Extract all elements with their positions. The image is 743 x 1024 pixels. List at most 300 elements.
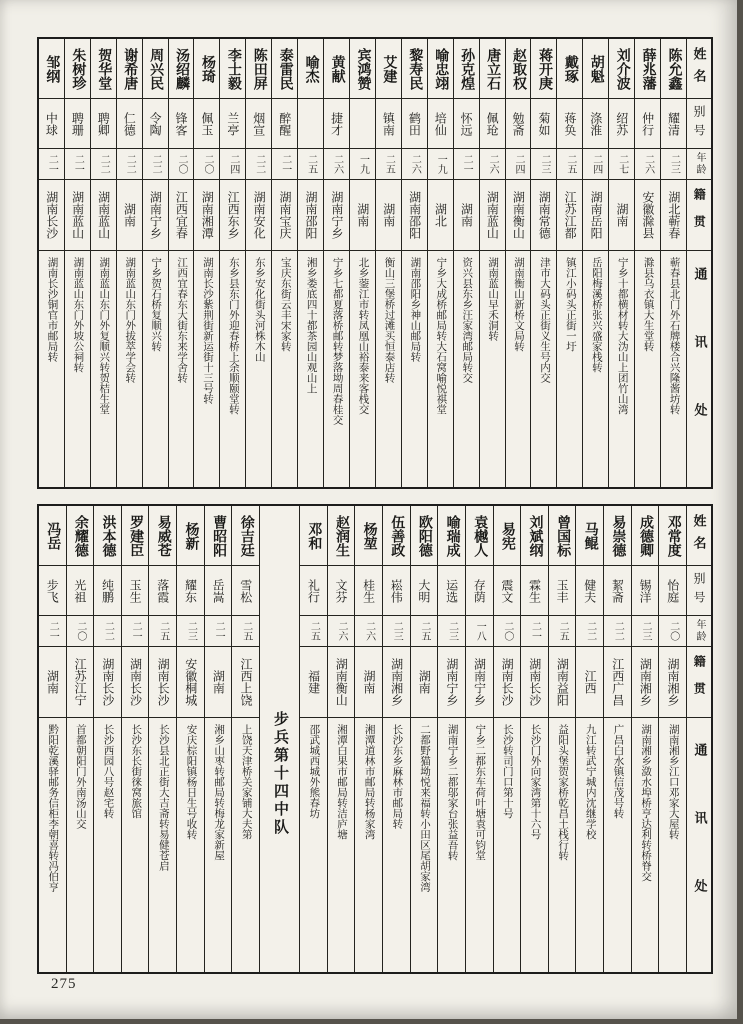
directory-entry-column — [658, 506, 686, 972]
header-label-native: 籍贯 — [687, 647, 711, 718]
entry-age: 二〇 — [67, 616, 94, 647]
directory-entry-column — [323, 39, 349, 487]
entry-age: 二三 — [531, 149, 556, 180]
entry-alias: 鹤田 — [402, 99, 427, 149]
entry-native-place: 湖南长沙 — [494, 647, 521, 718]
entry-age: 二一 — [521, 616, 548, 647]
entry-name: 曾国标 — [549, 506, 576, 566]
entry-age: 二一 — [39, 616, 66, 647]
entry-name: 刘斌纲 — [521, 506, 548, 566]
entry-name: 宾鸿赞 — [350, 39, 375, 99]
entry-name: 成德卿 — [632, 506, 659, 566]
entry-name: 罗建臣 — [122, 506, 149, 566]
directory-entry-column — [493, 506, 521, 972]
directory-entry-column — [176, 506, 204, 972]
entry-alias: 震文 — [494, 566, 521, 616]
entry-address: 镇江小码头正街一圩 — [564, 257, 576, 352]
entry-alias — [298, 99, 323, 149]
entry-address: 湖南蓝山早禾洞转 — [487, 257, 499, 341]
directory-entry-column — [520, 506, 548, 972]
entry-age: 二二 — [246, 149, 271, 180]
entry-address: 湘潭白果市邮局转洁庐塘 — [336, 724, 348, 840]
directory-entry-column — [299, 506, 327, 972]
entry-alias: 兰亭 — [220, 99, 245, 149]
entry-name: 朱树珍 — [65, 39, 90, 99]
entry-age: 二五 — [232, 616, 259, 647]
entry-alias: 令陶 — [143, 99, 168, 149]
directory-entry-column — [193, 39, 219, 487]
entry-age: 二二 — [576, 616, 603, 647]
directory-entry-column — [603, 506, 631, 972]
directory-entry-column — [608, 39, 634, 487]
directory-entry-column — [219, 39, 245, 487]
entry-alias: 存荫 — [466, 566, 493, 616]
entry-native-place: 湖南宝庆 — [272, 180, 297, 251]
entry-name: 喻瑞成 — [438, 506, 465, 566]
section-divider-label: 步兵第十四中队 — [272, 711, 289, 837]
entry-address: 长沙门外向家湾第十六号 — [529, 724, 541, 840]
entry-native-place: 湖南蓝山 — [91, 180, 116, 251]
entry-address: 蕲春县北门外石牌楼合兴隆酱坊转 — [668, 257, 680, 415]
entry-name: 周兴民 — [143, 39, 168, 99]
entry-alias: 耀清 — [661, 99, 686, 149]
entry-address: 湖南蓝山东门外坡公祠转 — [72, 257, 84, 373]
entry-age: 二三 — [438, 616, 465, 647]
entry-alias: 佩玱 — [480, 99, 505, 149]
entry-age: 二六 — [324, 149, 349, 180]
entry-age: 二二 — [91, 149, 116, 180]
entry-age: 二六 — [480, 149, 505, 180]
entry-address: 岳阳梅溪桥张兴盛家栈转 — [590, 257, 602, 373]
entry-address: 宁乡十都横材转大沩山上团竹山湾 — [616, 257, 628, 415]
entry-name: 伍善政 — [383, 506, 410, 566]
entry-alias: 玉丰 — [549, 566, 576, 616]
entry-name: 易宪 — [494, 506, 521, 566]
directory-entry-column — [349, 39, 375, 487]
entry-address: 宁乡贺石桥复顺兴转 — [150, 257, 162, 352]
entry-alias: 怀远 — [454, 99, 479, 149]
header-label-alias: 别号 — [687, 566, 711, 616]
entry-address: 长沙东乡麻林市邮局转 — [391, 724, 403, 829]
entry-name: 孙克煌 — [454, 39, 479, 99]
section-divider-column — [259, 506, 299, 972]
directory-entry-column — [168, 39, 194, 487]
entry-native-place: 湖南湘潭 — [194, 180, 219, 251]
entry-address: 衡山三堡桥过滩买恒泰店转 — [383, 257, 395, 383]
entry-name: 杨堃 — [355, 506, 382, 566]
entry-age: 二四 — [583, 149, 608, 180]
entry-name: 曹昭阳 — [205, 506, 232, 566]
entry-age: 二一 — [39, 149, 64, 180]
entry-age: 二二 — [604, 616, 631, 647]
entry-address: 滁县乌衣镇大生堂转 — [642, 257, 654, 352]
entry-native-place: 湖南 — [411, 647, 438, 718]
entry-name: 刘介波 — [609, 39, 634, 99]
entry-alias: 中球 — [39, 99, 64, 149]
entry-age: 二〇 — [169, 149, 194, 180]
entry-name: 汤绍麟 — [169, 39, 194, 99]
entry-age: 二五 — [549, 616, 576, 647]
entry-native-place: 湖南衡山 — [328, 647, 355, 718]
directory-entry-column — [548, 506, 576, 972]
directory-table-bottom — [37, 504, 713, 974]
entry-address: 东乡安化街头河株木山 — [253, 257, 265, 362]
entry-name: 艾建 — [376, 39, 401, 99]
entry-alias: 文芬 — [328, 566, 355, 616]
entry-name: 喻忠翊 — [428, 39, 453, 99]
entry-address: 二都野猫坳悦来福转小田区尾胡家湾 — [418, 724, 430, 892]
header-label-address: 通讯处 — [692, 267, 708, 471]
entry-address: 长沙东长街徕窝旅馆 — [130, 724, 142, 819]
entry-age: 二七 — [609, 149, 634, 180]
directory-entry-column — [437, 506, 465, 972]
directory-entry-column — [93, 506, 121, 972]
entry-name: 陈允鑫 — [661, 39, 686, 99]
entry-age: 二〇 — [659, 616, 686, 647]
entry-alias: 运选 — [438, 566, 465, 616]
entry-address: 湖南蓝山东门外拔萃学会转 — [124, 257, 136, 383]
entry-age: 二五 — [557, 149, 582, 180]
entry-address: 东乡县东门外迎春桥上余顺颐堂转 — [227, 257, 239, 415]
entry-alias: 纯鹏 — [94, 566, 121, 616]
entry-address: 邵武城西城外熊春坊 — [308, 724, 320, 819]
entry-age: 二三 — [177, 616, 204, 647]
entry-native-place: 湖南 — [117, 180, 142, 251]
entry-native-place: 湖南湘乡 — [383, 647, 410, 718]
entry-native-place: 湖北蕲春 — [661, 180, 686, 251]
entry-address: 湘乡娄底四十都茶园山观山上 — [305, 257, 317, 394]
directory-entry-column — [148, 506, 176, 972]
entry-native-place: 湖南宁乡 — [466, 647, 493, 718]
header-label-name: 姓名 — [687, 506, 711, 566]
entry-native-place: 湖南 — [355, 647, 382, 718]
entry-address: 九江转武宁城内沈继学校 — [584, 724, 596, 840]
directory-entry-column — [204, 506, 232, 972]
entry-age: 二一 — [454, 149, 479, 180]
entry-name: 薛兆藩 — [635, 39, 660, 99]
directory-entry-column — [375, 39, 401, 487]
entry-native-place: 湖南岳阳 — [583, 180, 608, 251]
entry-native-place: 湖南衡山 — [506, 180, 531, 251]
directory-entry-column — [354, 506, 382, 972]
entry-age: 二三 — [632, 616, 659, 647]
entry-age: 二二 — [94, 616, 121, 647]
entry-native-place: 湖南宁乡 — [324, 180, 349, 251]
entry-alias: 霖生 — [521, 566, 548, 616]
directory-entry-column — [66, 506, 94, 972]
entry-native-place: 湖南安化 — [246, 180, 271, 251]
entry-native-place: 湖南湘乡 — [632, 647, 659, 718]
entry-name: 易崇德 — [604, 506, 631, 566]
entry-age: 二六 — [328, 616, 355, 647]
entry-age: 二〇 — [194, 149, 219, 180]
entry-native-place: 湖南邵阳 — [402, 180, 427, 251]
entry-age: 二三 — [661, 149, 686, 180]
entry-age: 二六 — [355, 616, 382, 647]
header-label-age: 年龄 — [687, 149, 711, 180]
entry-alias: 佩玉 — [194, 99, 219, 149]
entry-address: 湖南湘乡江口邓家大屋转 — [667, 724, 679, 840]
entry-alias: 步飞 — [39, 566, 66, 616]
directory-entry-column — [64, 39, 90, 487]
directory-entry-column — [575, 506, 603, 972]
entry-age: 二二 — [143, 149, 168, 180]
entry-native-place: 湖南长沙 — [122, 647, 149, 718]
entry-alias: 聘珊 — [65, 99, 90, 149]
entry-alias: 绍苏 — [609, 99, 634, 149]
entry-alias: 烟宣 — [246, 99, 271, 149]
entry-native-place: 湖南 — [205, 647, 232, 718]
entry-native-place: 湖南长沙 — [94, 647, 121, 718]
entry-name: 陈田屏 — [246, 39, 271, 99]
entry-alias: 岳嵩 — [205, 566, 232, 616]
entry-native-place: 江苏江都 — [557, 180, 582, 251]
entry-address: 湖南长沙紫荆街新运街十三号转 — [201, 257, 213, 404]
entry-alias: 光祖 — [67, 566, 94, 616]
entry-name: 马鲲 — [576, 506, 603, 566]
entry-native-place: 江西上饶 — [232, 647, 259, 718]
entry-native-place: 湖南邵阳 — [298, 180, 323, 251]
entry-alias: 桂生 — [355, 566, 382, 616]
header-label-address: 通讯处 — [692, 743, 708, 947]
directory-entry-column — [410, 506, 438, 972]
entry-name: 欧阳德 — [411, 506, 438, 566]
entry-address: 北乡蓥江市转凤凰山裕泰来客栈交 — [357, 257, 369, 415]
directory-entry-column — [382, 506, 410, 972]
entry-name: 黎寿民 — [402, 39, 427, 99]
entry-name: 邓和 — [300, 506, 327, 566]
entry-alias: 崧伟 — [383, 566, 410, 616]
entry-address: 长沙县北正街大吉斋转易健苍启 — [157, 724, 169, 871]
entry-address: 湖南宁乡二都邬家台张益吾转 — [446, 724, 458, 861]
entry-address: 黔阳乾溪驿邮务信柜李朝喜转冯伯亨 — [47, 724, 59, 892]
entry-address: 湖南湘乡潋水埠桥亨达利转桥脊交 — [640, 724, 652, 882]
entry-native-place: 江西 — [576, 647, 603, 718]
directory-entry-column — [631, 506, 659, 972]
directory-entry-column — [327, 506, 355, 972]
page-number: 275 — [51, 976, 77, 992]
header-label-age: 年龄 — [687, 616, 711, 647]
entry-native-place: 江西广昌 — [604, 647, 631, 718]
directory-entry-column — [142, 39, 168, 487]
directory-entry-column — [231, 506, 259, 972]
entry-age: 二二 — [117, 149, 142, 180]
entry-name: 蒋开庚 — [531, 39, 556, 99]
directory-entry-column — [90, 39, 116, 487]
entry-age: 二五 — [300, 616, 327, 647]
entry-alias: 聘卿 — [91, 99, 116, 149]
entry-address: 首都朝阳门外南汤山交 — [74, 724, 86, 829]
entry-age: 二〇 — [494, 616, 521, 647]
entry-age: 一九 — [428, 149, 453, 180]
directory-entry-column — [39, 39, 64, 487]
header-label-native: 籍贯 — [687, 180, 711, 251]
entry-native-place: 湖南益阳 — [549, 647, 576, 718]
entry-alias: 耀东 — [177, 566, 204, 616]
entry-alias: 礼行 — [300, 566, 327, 616]
entry-alias: 怡庭 — [659, 566, 686, 616]
entry-alias: 大明 — [411, 566, 438, 616]
entry-alias: 落霞 — [149, 566, 176, 616]
entry-name: 戴琢 — [557, 39, 582, 99]
entry-native-place: 湖南宁乡 — [438, 647, 465, 718]
entry-address: 津市大码头正街义生号内交 — [538, 257, 550, 383]
entry-name: 杨新 — [177, 506, 204, 566]
entry-age: 二六 — [402, 149, 427, 180]
entry-name: 袁樾人 — [466, 506, 493, 566]
directory-entry-column — [465, 506, 493, 972]
entry-address: 益阳头堡贺家桥乾昌土栈行转 — [557, 724, 569, 861]
entry-native-place: 湖南蓝山 — [480, 180, 505, 251]
entry-name: 贺华堂 — [91, 39, 116, 99]
entry-name: 喻杰 — [298, 39, 323, 99]
entry-native-place: 湖南长沙 — [149, 647, 176, 718]
entry-address: 湘乡山枣转邮局转梅龙家新屋 — [213, 724, 225, 861]
entry-address: 长沙转司门口第十号 — [501, 724, 513, 819]
entry-native-place: 湖南 — [39, 647, 66, 718]
entry-alias: 培仙 — [428, 99, 453, 149]
entry-age: 二五 — [376, 149, 401, 180]
entry-address: 宁乡七都夏落桥邮转梦落坳周春桂交 — [331, 257, 343, 425]
entry-age: 二四 — [506, 149, 531, 180]
entry-name: 余耀德 — [67, 506, 94, 566]
entry-age: 一九 — [350, 149, 375, 180]
directory-entry-column — [479, 39, 505, 487]
entry-alias: 涤淮 — [583, 99, 608, 149]
entry-name: 赵取权 — [506, 39, 531, 99]
table-header-column — [686, 39, 711, 487]
entry-address: 湖南长沙铜官市邮局转 — [46, 257, 58, 362]
entry-alias: 勉斋 — [506, 99, 531, 149]
entry-alias — [350, 99, 375, 149]
entry-name: 泰雷民 — [272, 39, 297, 99]
entry-native-place: 湖南常德 — [531, 180, 556, 251]
directory-entry-column — [245, 39, 271, 487]
entry-address: 宁乡大成桥邮局转大石窝喻悦祺堂 — [435, 257, 447, 415]
entry-name: 易威苍 — [149, 506, 176, 566]
entry-native-place: 安徽滁县 — [635, 180, 660, 251]
directory-entry-column — [453, 39, 479, 487]
entry-alias: 蒋奂 — [557, 99, 582, 149]
entry-alias: 仁德 — [117, 99, 142, 149]
entry-name: 李士毅 — [220, 39, 245, 99]
entry-age: 二五 — [149, 616, 176, 647]
entry-native-place: 福建 — [300, 647, 327, 718]
entry-native-place: 湖南 — [350, 180, 375, 251]
entry-address: 宝庆东街云丰宋家转 — [279, 257, 291, 352]
entry-address: 上饶天津桥关家铺大夫第 — [240, 724, 252, 840]
entry-age: 二五 — [411, 616, 438, 647]
entry-address: 湖南蓝山东门外复顺兴转贺桔生堂 — [98, 257, 110, 415]
entry-age: 一八 — [466, 616, 493, 647]
entry-alias: 锡洋 — [632, 566, 659, 616]
entry-native-place: 湖南湘乡 — [659, 647, 686, 718]
entry-alias: 絜斋 — [604, 566, 631, 616]
header-label-name: 姓名 — [687, 39, 711, 99]
entry-alias: 仲行 — [635, 99, 660, 149]
entry-native-place: 湖南蓝山 — [65, 180, 90, 251]
directory-entry-column — [121, 506, 149, 972]
entry-alias: 健夫 — [576, 566, 603, 616]
entry-name: 邹纲 — [39, 39, 64, 99]
directory-entry-column — [530, 39, 556, 487]
directory-entry-column — [505, 39, 531, 487]
entry-address: 湖南邵阳乡神山邮局转 — [409, 257, 421, 362]
directory-entry-column — [271, 39, 297, 487]
page-content — [37, 37, 713, 974]
entry-name: 唐立石 — [480, 39, 505, 99]
directory-table-top — [37, 37, 713, 489]
directory-entry-column — [427, 39, 453, 487]
entry-alias: 玉生 — [122, 566, 149, 616]
entry-alias: 镇南 — [376, 99, 401, 149]
entry-name: 谢希唐 — [117, 39, 142, 99]
entry-address: 安庆棕阳镇杨日生号收转 — [185, 724, 197, 840]
entry-native-place: 湖南 — [376, 180, 401, 251]
table-header-column — [686, 506, 711, 972]
entry-age: 二一 — [122, 616, 149, 647]
entry-age: 二一 — [65, 149, 90, 180]
entry-address: 长沙西园八号赵宅转 — [102, 724, 114, 819]
entry-name: 黄献 — [324, 39, 349, 99]
entry-alias: 菊如 — [531, 99, 556, 149]
entry-native-place: 湖南长沙 — [39, 180, 64, 251]
entry-age: 二三 — [383, 616, 410, 647]
entry-native-place: 安徽桐城 — [177, 647, 204, 718]
entry-address: 广昌白水镇信茂号转 — [612, 724, 624, 819]
entry-age: 二五 — [298, 149, 323, 180]
entry-address: 湖南衡山新桥文局转 — [513, 257, 525, 352]
entry-alias: 雪松 — [232, 566, 259, 616]
entry-alias: 醉醒 — [272, 99, 297, 149]
entry-name: 洪本德 — [94, 506, 121, 566]
directory-entry-column — [582, 39, 608, 487]
entry-age: 二一 — [272, 149, 297, 180]
directory-entry-column — [401, 39, 427, 487]
entry-address: 湘潭道林市邮局转杨家湾 — [363, 724, 375, 840]
entry-alias: 锋客 — [169, 99, 194, 149]
entry-alias: 捷才 — [324, 99, 349, 149]
entry-age: 二四 — [220, 149, 245, 180]
entry-name: 胡魁 — [583, 39, 608, 99]
entry-native-place: 湖南宁乡 — [143, 180, 168, 251]
entry-name: 赵润生 — [328, 506, 355, 566]
entry-name: 杨琦 — [194, 39, 219, 99]
entry-native-place: 江苏江宁 — [67, 647, 94, 718]
entry-native-place: 湖北 — [428, 180, 453, 251]
directory-entry-column — [634, 39, 660, 487]
entry-native-place: 湖南 — [609, 180, 634, 251]
header-label-alias: 别号 — [687, 99, 711, 149]
entry-native-place: 江西东乡 — [220, 180, 245, 251]
entry-name: 冯岳 — [39, 506, 66, 566]
entry-address: 宁乡二都东车荷叶塘袁可钧堂 — [474, 724, 486, 861]
entry-native-place: 江西宜春 — [169, 180, 194, 251]
entry-age: 二一 — [205, 616, 232, 647]
entry-native-place: 湖南 — [454, 180, 479, 251]
entry-address: 资兴县东乡汪家湾邮局转交 — [461, 257, 473, 383]
entry-age: 二六 — [635, 149, 660, 180]
entry-address: 江西宜春东大街东来学舍转 — [176, 257, 188, 383]
entry-name: 邓常度 — [659, 506, 686, 566]
directory-entry-column — [116, 39, 142, 487]
directory-entry-column — [660, 39, 686, 487]
entry-name: 徐吉廷 — [232, 506, 259, 566]
entry-native-place: 湖南长沙 — [521, 647, 548, 718]
directory-entry-column — [39, 506, 66, 972]
directory-entry-column — [556, 39, 582, 487]
directory-entry-column — [297, 39, 323, 487]
